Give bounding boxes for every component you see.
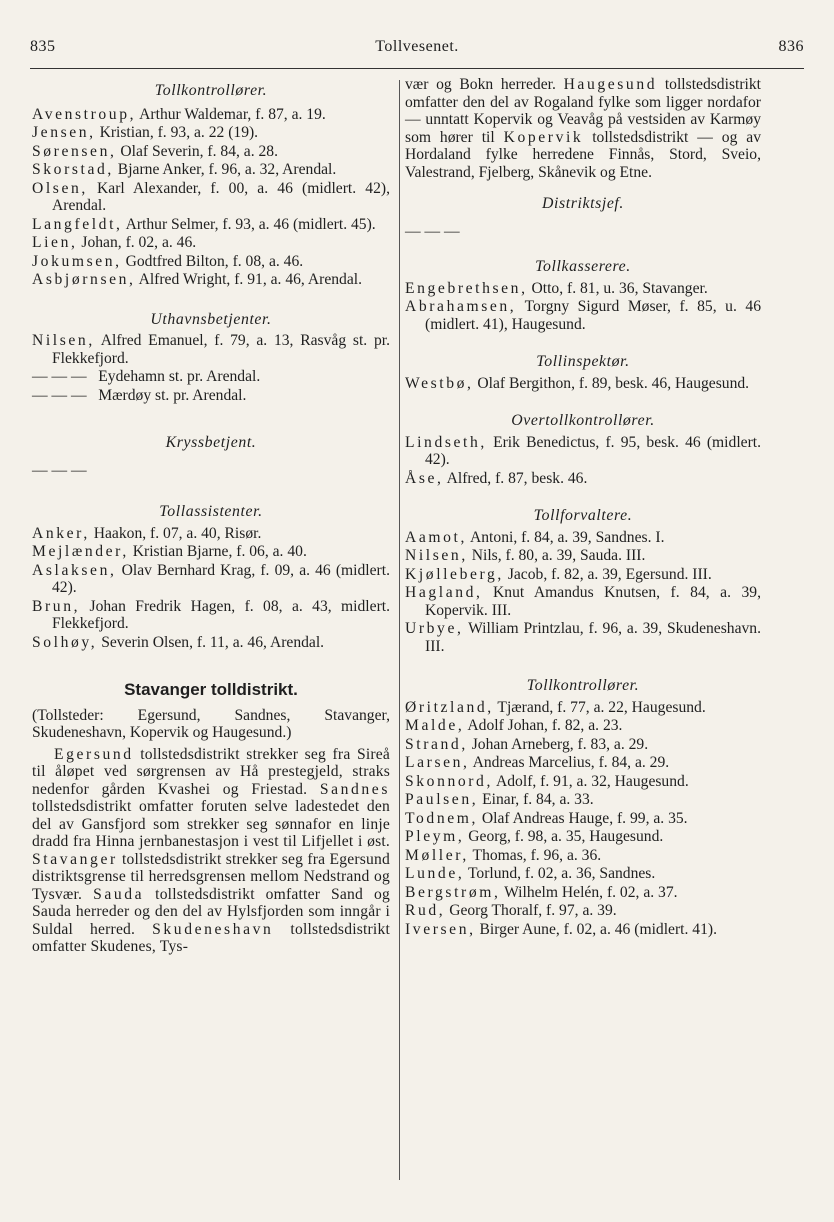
entry-list — [32, 106, 390, 289]
list-item: Jensen, Kristian, f. 93, a. 22 (19). — [32, 124, 259, 141]
list-item: Åse, Alfred, f. 87, besk. 46. — [405, 469, 588, 487]
section-heading: Tollkontrollører. — [526, 677, 640, 694]
list-item: Aslaksen, Olav Bernhard Krag, f. 09, a. 46 (midlert. 42). — [32, 561, 390, 596]
entry-list — [405, 434, 761, 488]
list-item: Lunde, Torlund, f. 02, a. 36, Sandnes. — [405, 865, 656, 882]
list-item: Olsen, Karl Alexander, f. 00, a. 46 (midlert. 42), Arendal. — [32, 179, 390, 214]
list-item: Avenstroup, Arthur Waldemar, f. 87, a. 19. — [32, 105, 326, 123]
page-number-right: 836 — [778, 38, 804, 55]
list-item: Bergstrøm, Wilhelm Helén, f. 02, a. 37. — [405, 883, 678, 901]
section-heading: Kryssbetjent. — [165, 434, 257, 451]
list-item: — — — Eydehamn st. pr. Arendal. — [32, 368, 261, 385]
column-divider — [399, 80, 400, 1180]
section-heading: Distriktsjef. — [542, 195, 624, 212]
list-item: Malde, Adolf Johan, f. 82, a. 23. — [405, 717, 623, 734]
list-item: Solhøy, Severin Olsen, f. 11, a. 46, Arendal. — [32, 633, 325, 651]
list-item: Lindseth, Erik Benedictus, f. 95, besk. 46 (midlert. 42). — [405, 433, 761, 468]
district-title: Stavanger tolldistrikt. — [124, 680, 298, 699]
list-item: Skorstad, Bjarne Anker, f. 96, a. 32, Arendal. — [32, 161, 337, 178]
section-heading: Tollassistenter. — [159, 503, 263, 520]
district-description-cont: vær og Bokn herreder. Haugesund tollstedsdistrikt omfatter den del av Rogaland fylke som ligger nordafor — unntatt Kopervik og Veavåg på vestsiden av Karmøy som hører til Kopervik tollstedsdistrikt — og av Hordaland fylke herredene Finnås, Stord, Sveio, Valestrand, Fjelberg, Skånevik og Etne. — [405, 76, 761, 181]
list-item: Todnem, Olaf Andreas Hauge, f. 99, a. 35. — [405, 809, 688, 827]
right-column — [405, 76, 761, 939]
list-item: Iversen, Birger Aune, f. 02, a. 46 (midlert. 41). — [405, 920, 717, 938]
list-item: Anker, Haakon, f. 07, a. 40, Risør. — [32, 524, 262, 542]
list-item: Øritzland, Tjærand, f. 77, a. 22, Haugesund. — [405, 698, 706, 716]
section-heading: Tollforvaltere. — [533, 507, 633, 524]
list-item: Brun, Johan Fredrik Hagen, f. 08, a. 43, midlert. Flekkefjord. — [32, 597, 390, 632]
list-item: Abrahamsen, Torgny Sigurd Møser, f. 85, u. 46 (midlert. 41), Haugesund. — [405, 298, 761, 333]
list-item: Langfeldt, Arthur Selmer, f. 93, a. 46 (midlert. 45). — [32, 215, 376, 233]
list-item: Pleym, Georg, f. 98, a. 35, Haugesund. — [405, 828, 664, 845]
list-item: Engebrethsen, Otto, f. 81, u. 36, Stavanger. — [405, 279, 708, 297]
district-description: Egersund tollstedsdistrikt strekker seg fra Sireå til åløpet ved sørgrensen av Hå prestegjeld, straks nedenfor gården Kvashei og Friestad. Sandnes tollstedsdistrikt omfatter foruten selve ladestedet den del av Gansfjord som strekker seg sønnafor en linje dradd fra Hinna jernbanestasjon i vest til Lifjellet i øst. Stavanger tollstedsdistrikt strekker seg fra Egersund distriktsgrense til herredsgrensen mellom Nedstrand og Tysvær. Sauda tollstedsdistrikt omfatter Sand og Sauda herreder og den del av Hylsfjorden som inngår i Suldal herred. Skudeneshavn tollstedsdistrikt omfatter Skudenes, Tys- — [32, 745, 390, 955]
page-header — [30, 38, 804, 60]
entry-list — [405, 280, 761, 334]
list-item: Urbye, William Printzlau, f. 96, a. 39, Skudeneshavn. III. — [405, 620, 761, 655]
list-item: — — — Mærdøy st. pr. Arendal. — [32, 386, 247, 404]
vacant-dash: — — — — [405, 222, 460, 240]
left-column — [32, 76, 390, 956]
entry-list — [32, 525, 390, 652]
list-item: Mejlænder, Kristian Bjarne, f. 06, a. 40. — [32, 543, 307, 560]
entry-list — [405, 529, 761, 656]
list-item: Nilsen, Alfred Emanuel, f. 79, a. 13, Rasvåg st. pr. Flekkefjord. — [32, 332, 390, 367]
list-item: Jokumsen, Godtfred Bilton, f. 08, a. 46. — [32, 252, 304, 270]
list-item: Nilsen, Nils, f. 80, a. 39, Sauda. III. — [405, 547, 646, 564]
list-item: Kjølleberg, Jacob, f. 82, a. 39, Egersund. III. — [405, 565, 712, 583]
district-note: (Tollsteder: Egersund, Sandnes, Stavanger, Skudeneshavn, Kopervik og Haugesund.) — [32, 706, 390, 741]
list-item: Strand, Johan Arneberg, f. 83, a. 29. — [405, 735, 649, 753]
section-heading: Overtollkontrollører. — [511, 412, 655, 429]
vacant-dash: — — — — [32, 461, 87, 479]
entry-list — [405, 699, 761, 939]
section-heading: Tollkontrollører. — [154, 82, 268, 99]
list-item: Paulsen, Einar, f. 84, a. 33. — [405, 791, 594, 808]
entry-list — [32, 332, 390, 404]
list-item: Westbø, Olaf Bergithon, f. 89, besk. 46, Haugesund. — [405, 374, 750, 392]
entry-list — [405, 375, 761, 393]
page-number-left: 835 — [30, 38, 56, 55]
list-item: Larsen, Andreas Marcelius, f. 84, a. 29. — [405, 754, 670, 771]
list-item: Asbjørnsen, Alfred Wright, f. 91, a. 46, Arendal. — [32, 271, 362, 288]
section-heading: Tollinspektør. — [536, 353, 630, 370]
section-heading: Tollkasserere. — [535, 258, 631, 275]
list-item: Sørensen, Olaf Severin, f. 84, a. 28. — [32, 142, 279, 160]
list-item: Rud, Georg Thoralf, f. 97, a. 39. — [405, 902, 617, 919]
header-rule — [30, 68, 804, 69]
section-heading: Uthavnsbetjenter. — [150, 310, 272, 328]
list-item: Skonnord, Adolf, f. 91, a. 32, Haugesund. — [405, 772, 689, 790]
list-item: Aamot, Antoni, f. 84, a. 39, Sandnes. I. — [405, 528, 665, 546]
running-title: Tollvesenet. — [375, 38, 459, 55]
list-item: Møller, Thomas, f. 96, a. 36. — [405, 846, 602, 864]
list-item: Hagland, Knut Amandus Knutsen, f. 84, a. 39, Kopervik. III. — [405, 584, 761, 619]
list-item: Lien, Johan, f. 02, a. 46. — [32, 234, 197, 251]
